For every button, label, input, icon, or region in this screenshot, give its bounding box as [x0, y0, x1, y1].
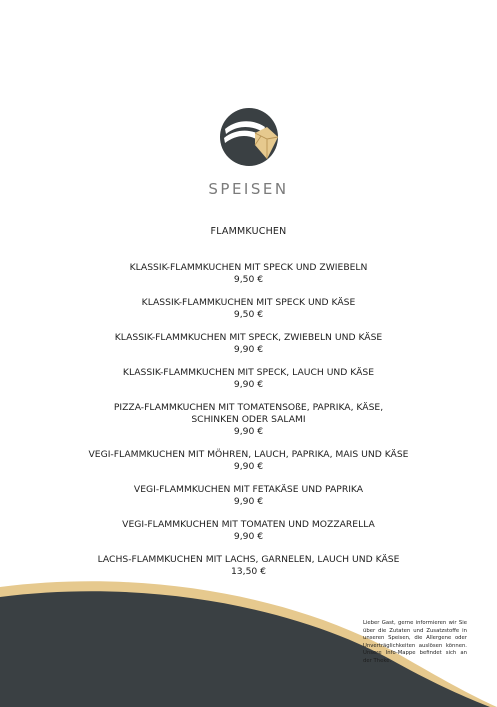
menu-item [0, 402, 497, 438]
menu-item-price: 9,90 € [233, 379, 264, 390]
menu-item-name: KLASSIK-FLAMMKUCHEN MIT SPECK, ZWIEBELN UND KÄSE [114, 332, 383, 343]
menu-item-price: 9,50 € [233, 274, 264, 285]
menu-item-name: KLASSIK-FLAMMKUCHEN MIT SPECK UND KÄSE [141, 297, 356, 308]
menu-item-price: 9,90 € [233, 461, 264, 472]
menu-item-price: 13,50 € [230, 566, 267, 577]
menu-item-price: 9,90 € [233, 531, 264, 542]
menu-item [0, 484, 497, 508]
menu-item [0, 449, 497, 473]
menu-item [0, 332, 497, 356]
menu-item-price: 9,90 € [233, 344, 264, 355]
menu-item [0, 519, 497, 543]
menu-item [0, 367, 497, 391]
section-title: FLAMMKUCHEN [210, 226, 287, 237]
menu-item [0, 297, 497, 321]
menu-item-name: VEGI-FLAMMKUCHEN MIT TOMATEN UND MOZZARELLA [122, 519, 375, 530]
menu-item-name: PIZZA-FLAMMKUCHEN MIT TOMATENSOßE, PAPRIKA, KÄSE, SCHINKEN ODER SALAMI [113, 402, 384, 425]
menu-heading: SPEISEN [208, 180, 289, 198]
menu-item-list [0, 262, 497, 589]
menu-item-price: 9,50 € [233, 309, 264, 320]
menu-item [0, 262, 497, 286]
menu-item-name: KLASSIK-FLAMMKUCHEN MIT SPECK UND ZWIEBELN [129, 262, 368, 273]
menu-item-name: KLASSIK-FLAMMKUCHEN MIT SPECK, LAUCH UND KÄSE [122, 367, 375, 378]
restaurant-logo-icon [219, 107, 279, 167]
menu-item-name: VEGI-FLAMMKUCHEN MIT FETAKÄSE UND PAPRIKA [133, 484, 364, 495]
menu-item-name: VEGI-FLAMMKUCHEN MIT MÖHREN, LAUCH, PAPRIKA, MAIS UND KÄSE [88, 449, 409, 460]
menu-item-price: 9,90 € [233, 496, 264, 507]
menu-item-price: 9,90 € [233, 426, 264, 437]
allergen-info-note: Lieber Gast, gerne informieren wir Sie über die Zutaten und Zusatzstoffe in unseren Speisen, die Allergene oder Unverträglichkeiten auslösen können. Unsere Info-Mappe befindet sich an der Theke. [363, 620, 467, 664]
menu-item-name: LACHS-FLAMMKUCHEN MIT LACHS, GARNELEN, LAUCH UND KÄSE [97, 554, 400, 565]
